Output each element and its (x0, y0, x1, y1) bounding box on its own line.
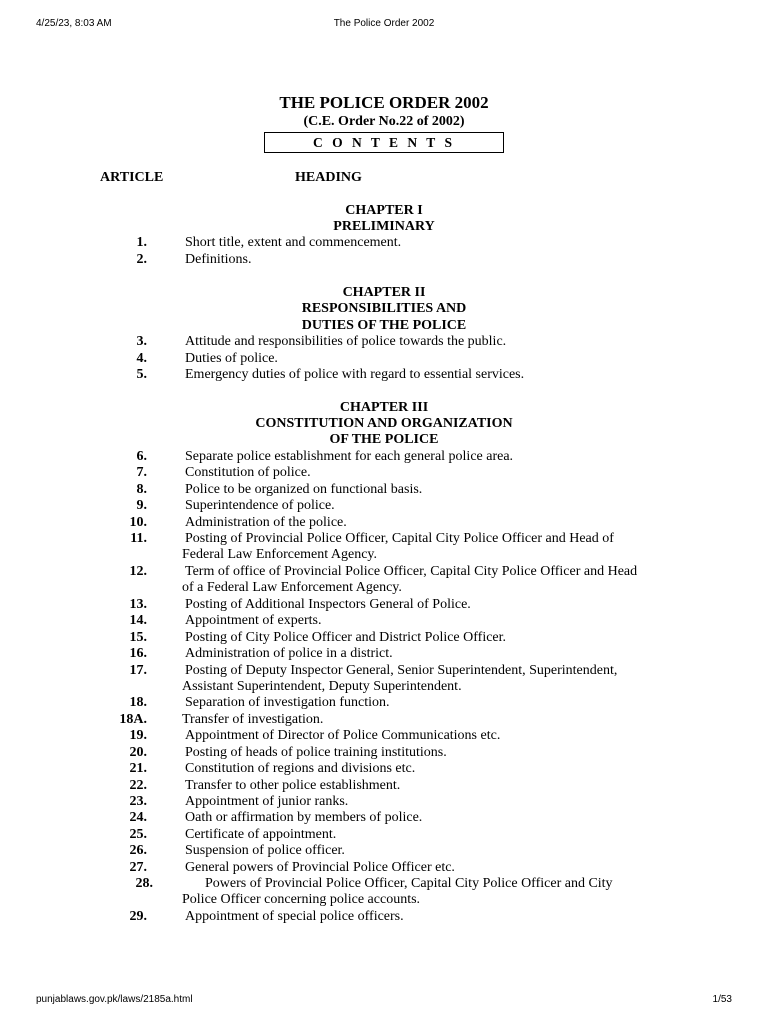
article-number: 29. (129, 909, 147, 924)
article-number: 19. (129, 728, 147, 743)
article-heading: Certificate of appointment. (185, 827, 337, 842)
article-number: 26. (129, 843, 147, 858)
article-heading: Short title, extent and commencement. (185, 235, 402, 250)
article-heading: Superintendence of police. (185, 498, 335, 513)
article-heading: Posting of City Police Officer and District Police Officer. (185, 630, 507, 645)
article-number: 6. (136, 449, 147, 464)
article-heading: Attitude and responsibilities of police towards the public. (185, 334, 507, 349)
article-heading: General powers of Provincial Police Officer etc. (185, 860, 455, 875)
article-heading: Administration of the police. (185, 515, 347, 530)
chapter-1-title: PRELIMINARY (333, 219, 435, 234)
article-number: 13. (129, 597, 147, 612)
article-number: 23. (129, 794, 147, 809)
article-heading: Administration of police in a district. (185, 646, 393, 661)
article-number: 18. (129, 695, 147, 710)
article-number: 7. (136, 465, 147, 480)
article-number: 20. (129, 745, 147, 760)
document-title: THE POLICE ORDER 2002 (279, 93, 489, 112)
article-heading: Suspension of police officer. (185, 843, 345, 858)
chapter-2-title-line2: DUTIES OF THE POLICE (301, 318, 467, 333)
article-number: 5. (136, 367, 147, 382)
article-number: 2. (136, 252, 147, 267)
article-heading: Posting of heads of police training institutions. (185, 745, 447, 760)
article-heading: Police to be organized on functional basis. (185, 482, 423, 497)
article-heading: Transfer to other police establishment. (185, 778, 401, 793)
article-heading: Posting of Deputy Inspector General, Senior Superintendent, Superintendent, (185, 663, 618, 678)
article-heading-continuation: Assistant Superintendent, Deputy Superintendent. (182, 679, 462, 694)
article-number: 15. (129, 630, 147, 645)
article-heading: Posting of Additional Inspectors General of Police. (185, 597, 471, 612)
chapter-1-label: CHAPTER I (345, 203, 423, 218)
article-number: 24. (129, 810, 147, 825)
article-heading: Constitution of police. (185, 465, 311, 480)
chapter-3-title-line2: OF THE POLICE (329, 432, 439, 447)
article-number: 25. (129, 827, 147, 842)
chapter-3-label: CHAPTER III (339, 400, 429, 415)
article-number: 11. (130, 531, 147, 546)
article-number: 3. (136, 334, 147, 349)
article-heading: Separate police establishment for each general police area. (185, 449, 514, 464)
article-heading: Oath or affirmation by members of police. (185, 810, 423, 825)
article-heading-continuation: Police Officer concerning police accounts. (182, 892, 421, 907)
chapter-2-label: CHAPTER II (342, 285, 426, 300)
article-number: 10. (129, 515, 147, 530)
article-heading: Term of office of Provincial Police Officer, Capital City Police Officer and Head (185, 564, 638, 579)
article-heading: Emergency duties of police with regard to essential services. (185, 367, 525, 382)
column-header-heading: HEADING (295, 170, 362, 185)
column-header-article: ARTICLE (100, 170, 164, 185)
article-number: 22. (129, 778, 147, 793)
chapter-3-title-line1: CONSTITUTION AND ORGANIZATION (255, 416, 513, 431)
article-number: 21. (129, 761, 147, 776)
article-number: 17. (129, 663, 147, 678)
article-heading: Posting of Provincial Police Officer, Capital City Police Officer and Head of (185, 531, 614, 546)
article-heading-continuation: Federal Law Enforcement Agency. (182, 547, 378, 562)
article-number: 4. (136, 351, 147, 366)
article-number: 12. (129, 564, 147, 579)
article-number: 28. (135, 876, 153, 891)
contents-heading: C O N T E N T S (264, 132, 504, 153)
article-heading: Separation of investigation function. (185, 695, 390, 710)
article-number: 9. (136, 498, 147, 513)
article-heading: Duties of police. (185, 351, 278, 366)
print-page-count: 1/53 (712, 994, 732, 1005)
article-heading: Definitions. (185, 252, 252, 267)
print-datetime: 4/25/23, 8:03 AM (36, 18, 112, 29)
article-number: 1. (136, 235, 147, 250)
article-number: 8. (136, 482, 147, 497)
article-number: 14. (129, 613, 147, 628)
article-heading: Powers of Provincial Police Officer, Capital City Police Officer and City (205, 876, 613, 891)
article-heading: Constitution of regions and divisions etc. (185, 761, 416, 776)
article-heading: Appointment of special police officers. (185, 909, 404, 924)
print-page-title: The Police Order 2002 (333, 18, 435, 29)
article-heading-continuation: of a Federal Law Enforcement Agency. (182, 580, 402, 595)
document-subtitle: (C.E. Order No.22 of 2002) (303, 114, 465, 129)
article-heading: Appointment of Director of Police Communications etc. (185, 728, 501, 743)
article-heading: Appointment of experts. (185, 613, 322, 628)
article-heading: Transfer of investigation. (182, 712, 324, 727)
print-url[interactable]: punjablaws.gov.pk/laws/2185a.html (36, 994, 193, 1005)
article-number: 27. (129, 860, 147, 875)
chapter-2-title-line1: RESPONSIBILITIES AND (301, 301, 467, 316)
article-number: 16. (129, 646, 147, 661)
article-heading: Appointment of junior ranks. (185, 794, 349, 809)
article-number: 18A. (119, 712, 147, 727)
